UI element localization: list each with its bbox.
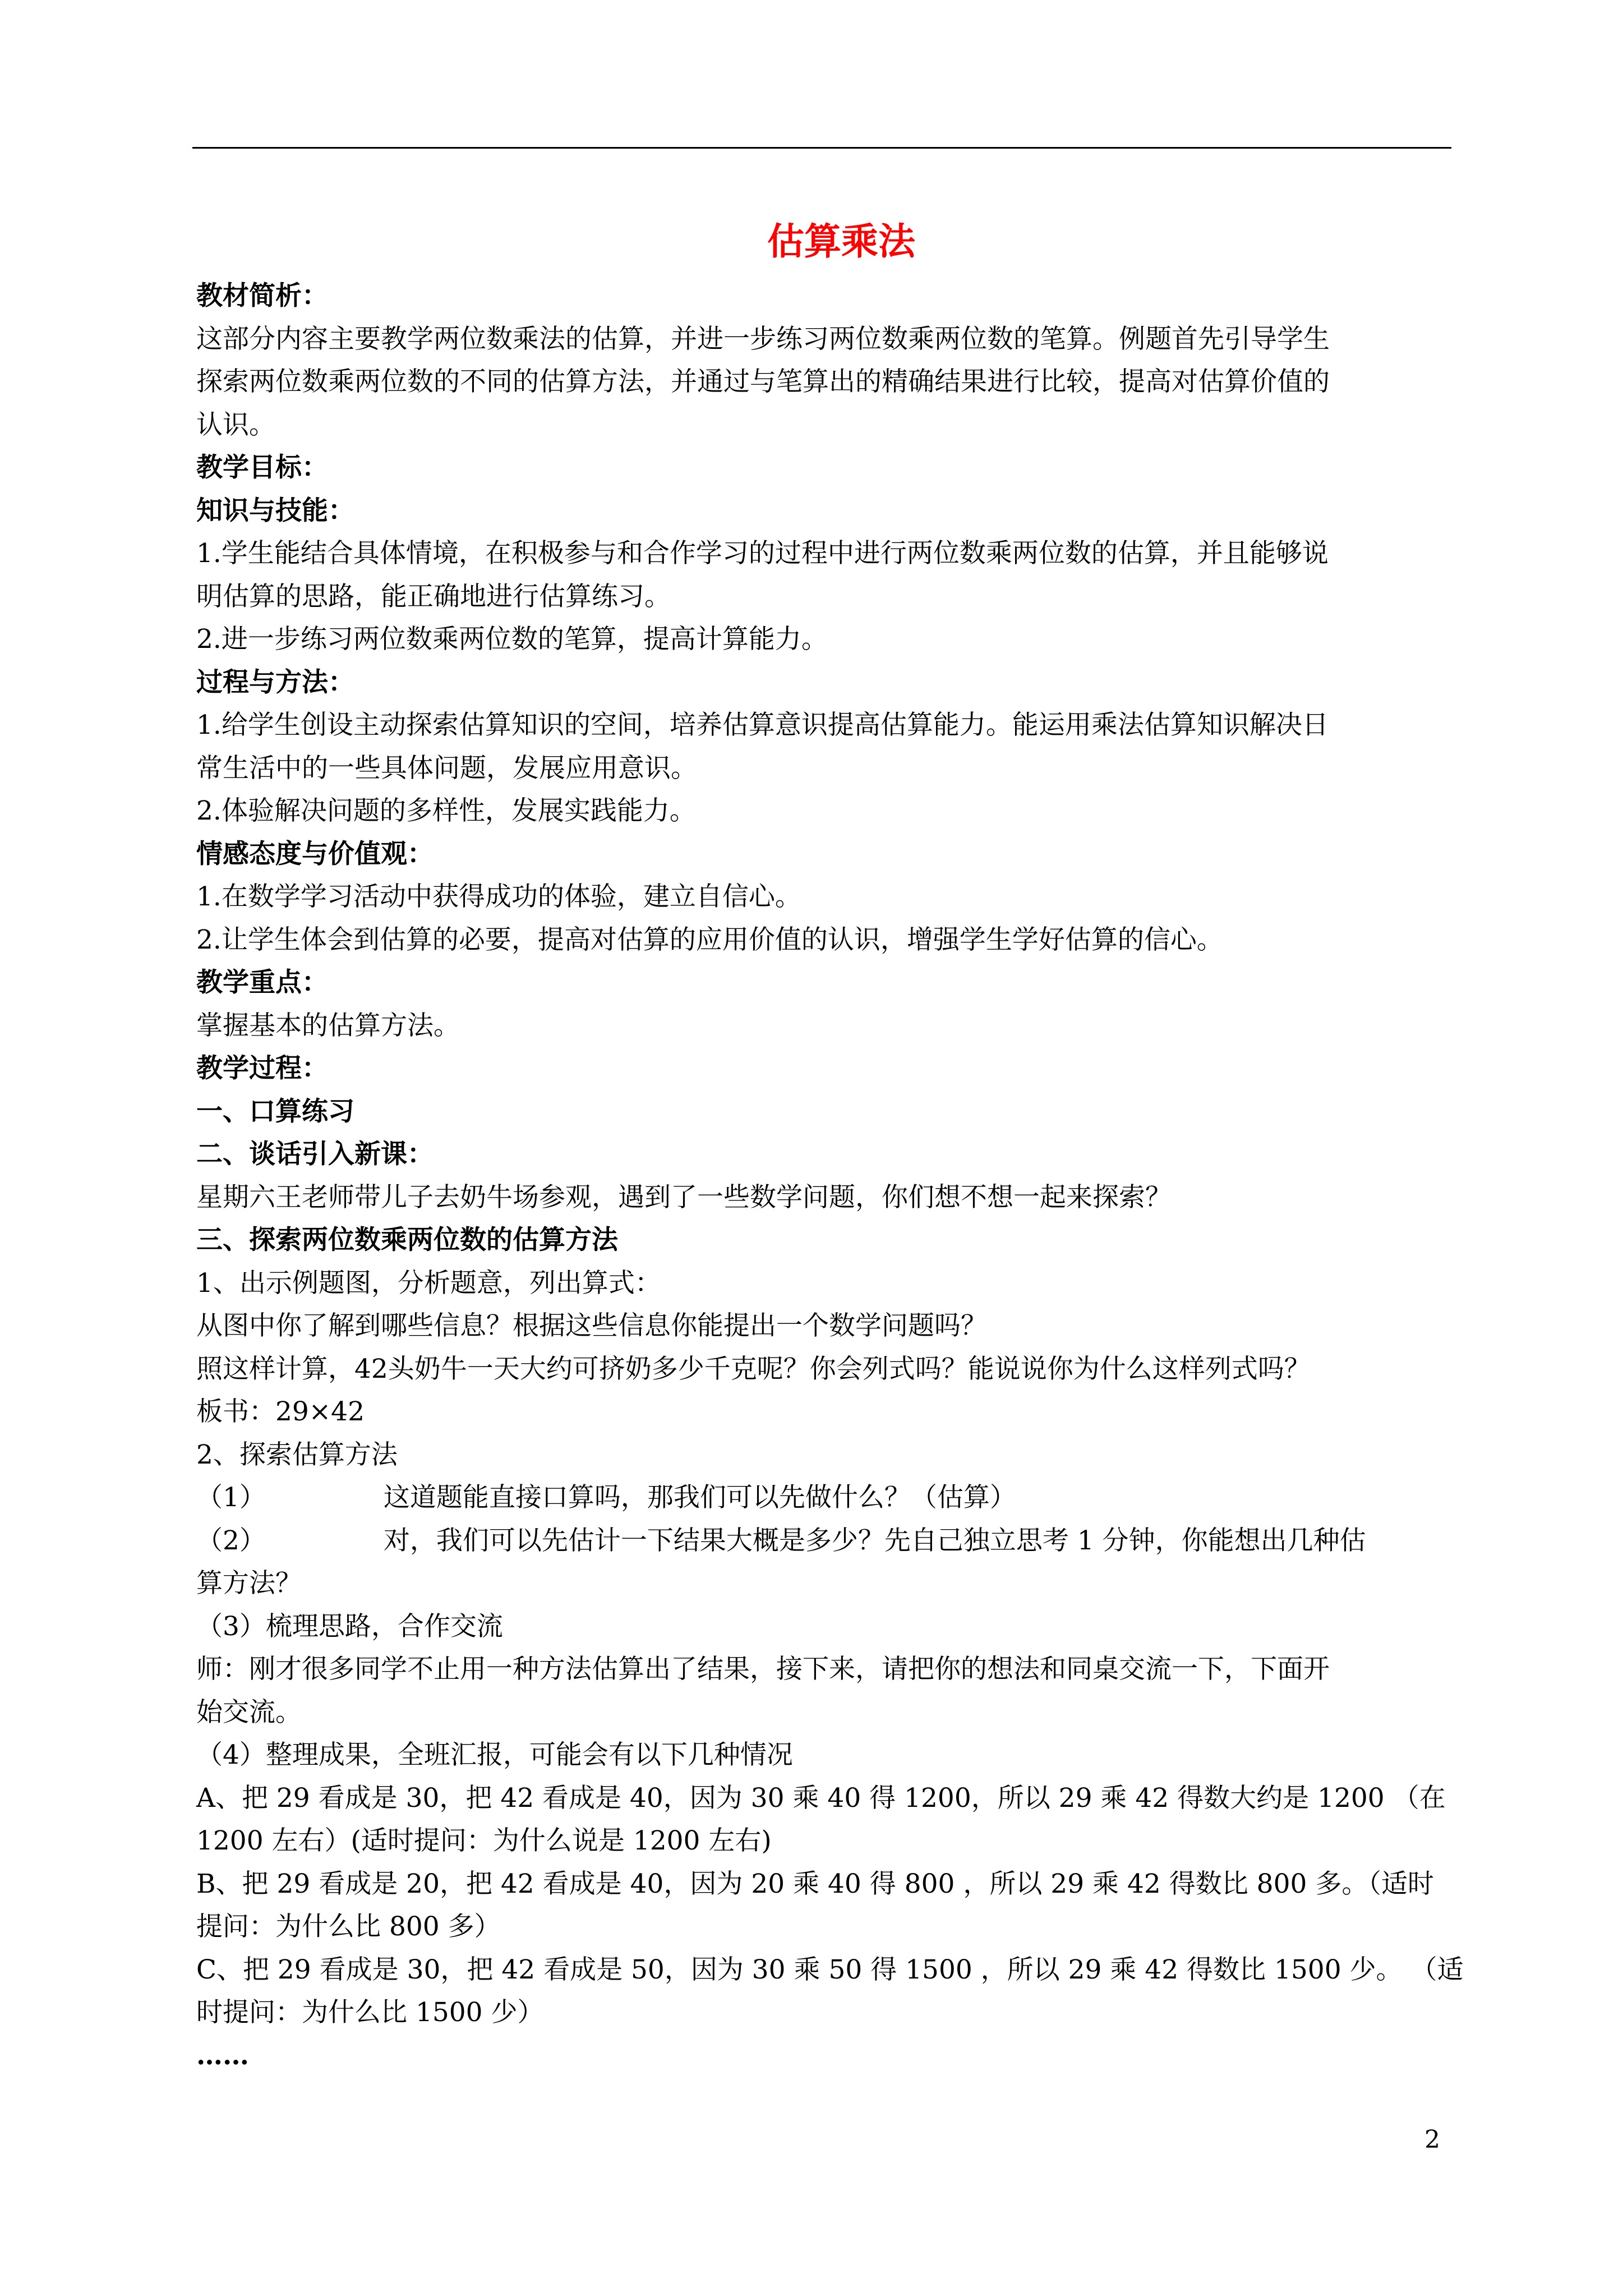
section-heading [196,2035,1453,2078]
line-text: 1、出示例题图，分析题意，列出算式： [196,1267,661,1299]
section-heading [196,1047,1453,1091]
text-line [196,576,1453,619]
text-line [196,1348,1453,1391]
line-text: 认识。 [196,409,275,440]
text-line [196,919,1453,962]
section-heading [196,833,1453,876]
text-line [196,704,1453,747]
text-line [196,404,1453,447]
section-heading [196,1091,1453,1134]
line-text: 时提问：为什么比 1500 少） [196,1997,544,2028]
section-heading [196,275,1453,318]
text-line [196,1906,1453,1949]
text-line [196,747,1453,790]
text-line [196,1176,1453,1220]
text-line [196,618,1453,661]
header-rule [192,147,1451,149]
line-text: 1.给学生创设主动探索估算知识的空间，培养估算意识提高估算能力。能运用乘法估算知识解决日 [196,710,1329,740]
line-text: 始交流。 [196,1696,302,1728]
text-line [196,1562,1453,1605]
document-lines [196,275,1464,2077]
line-text: A、把 29 看成是 30，把 42 看成是 40，因为 30 乘 40 得 1200，所以 29 乘 42 得数大约是 1200 （在 [196,1782,1446,1814]
text-line [196,532,1453,576]
page-title: 估算乘法 [767,219,915,263]
text-line [196,1434,1453,1477]
text-line [196,1391,1453,1434]
line-text: C、把 29 看成是 30，把 42 看成是 50，因为 30 乘 50 得 1500 ，所以 29 乘 42 得数比 1500 少。 （适 [196,1954,1464,1985]
line-text: 教学目标： [196,452,328,483]
text-line [196,318,1453,361]
line-text: 1.在数学学习活动中获得成功的体验，建立自信心。 [196,881,801,912]
line-text: 教学过程： [196,1053,328,1084]
text-line [196,1734,1453,1777]
text-line [196,790,1453,833]
line-text: 板书：29×42 [196,1396,365,1427]
line-text: 探索两位数乘两位数的不同的估算方法，并通过与笔算出的精确结果进行比较，提高对估算价值的 [196,366,1330,397]
line-text: 2、探索估算方法 [196,1439,398,1470]
line-text: 师：刚才很多同学不止用一种方法估算出了结果，接下来，请把你的想法和同桌交流一下，下面开 [196,1654,1330,1685]
section-heading [196,961,1453,1005]
text-line [196,1777,1453,1820]
line-text: 教学重点： [196,967,328,998]
line-text: 1200 左右）(适时提问：为什么说是 1200 左右) [196,1825,772,1856]
text-line [196,1262,1453,1305]
line-text: （3）梳理思路，合作交流 [196,1611,503,1642]
page-number: 2 [1424,2125,1440,2154]
line-text: 知识与技能： [196,495,354,526]
text-line [196,1991,1453,2035]
line-text: …… [196,2040,249,2071]
line-text: 算方法？ [196,1568,302,1599]
text-line [196,1863,1453,1906]
text-line [196,1648,1453,1691]
line-text: 照这样计算，42头奶牛一天大约可挤奶多少千克呢？你会列式吗？能说说你为什么这样列式吗？ [196,1353,1311,1384]
line-text: 从图中你了解到哪些信息？根据这些信息你能提出一个数学问题吗？ [196,1310,987,1341]
line-text: 情感态度与价值观： [196,838,434,869]
text-line [196,1005,1453,1048]
text-line [196,1691,1453,1734]
line-text: 提问：为什么比 800 多） [196,1911,501,1942]
line-text: （4）整理成果，全班汇报，可能会有以下几种情况 [196,1740,793,1770]
text-line [196,876,1453,919]
line-text: B、把 29 看成是 20，把 42 看成是 40，因为 20 乘 40 得 800 ，所以 29 乘 42 得数比 800 多。（适时 [196,1868,1434,1899]
line-text: 一、口算练习 [196,1096,354,1127]
line-text: 明估算的思路，能正确地进行估算练习。 [196,581,671,612]
line-text: 2.进一步练习两位数乘两位数的笔算，提高计算能力。 [196,624,828,655]
section-heading [196,1133,1453,1176]
text-line [196,361,1453,404]
line-text: 这部分内容主要教学两位数乘法的估算，并进一步练习两位数乘两位数的笔算。例题首先引导学生 [196,323,1330,355]
line-text: 掌握基本的估算方法。 [196,1010,460,1041]
section-heading [196,1219,1453,1262]
text-line [196,1305,1453,1348]
section-heading [196,661,1453,705]
document-body [196,208,1464,2077]
line-text: 二、谈话引入新课： [196,1139,434,1170]
line-text: 教材简析： [196,280,328,311]
text-line [196,1605,1453,1649]
line-text: 对，我们可以先估计一下结果大概是多少？先自己独立思考 1 分钟，你能想出几种估 [383,1525,1366,1556]
line-text: 常生活中的一些具体问题，发展应用意识。 [196,752,697,784]
line-text: 三、探索两位数乘两位数的估算方法 [196,1225,618,1255]
line-text: 2.让学生体会到估算的必要，提高对估算的应用价值的认识，增强学生学好估算的信心。 [196,924,1223,955]
line-text: 这道题能直接口算吗，那我们可以先做什么？（估算） [383,1482,1016,1513]
line-text: 星期六王老师带儿子去奶牛场参观，遇到了一些数学问题，你们想不想一起来探索？ [196,1181,1172,1213]
section-heading [196,490,1453,533]
line-text: 过程与方法： [196,666,354,698]
text-line [196,1949,1464,1992]
text-line [196,1520,1453,1563]
text-line [196,1476,1453,1520]
section-heading [196,447,1453,490]
list-number: （2） [196,1525,266,1556]
line-text: 2.体验解决问题的多样性，发展实践能力。 [196,795,696,826]
list-number: （1） [196,1482,266,1513]
text-line [196,1820,1453,1863]
line-text: 1.学生能结合具体情境，在积极参与和合作学习的过程中进行两位数乘两位数的估算，并且能够说 [196,538,1329,569]
